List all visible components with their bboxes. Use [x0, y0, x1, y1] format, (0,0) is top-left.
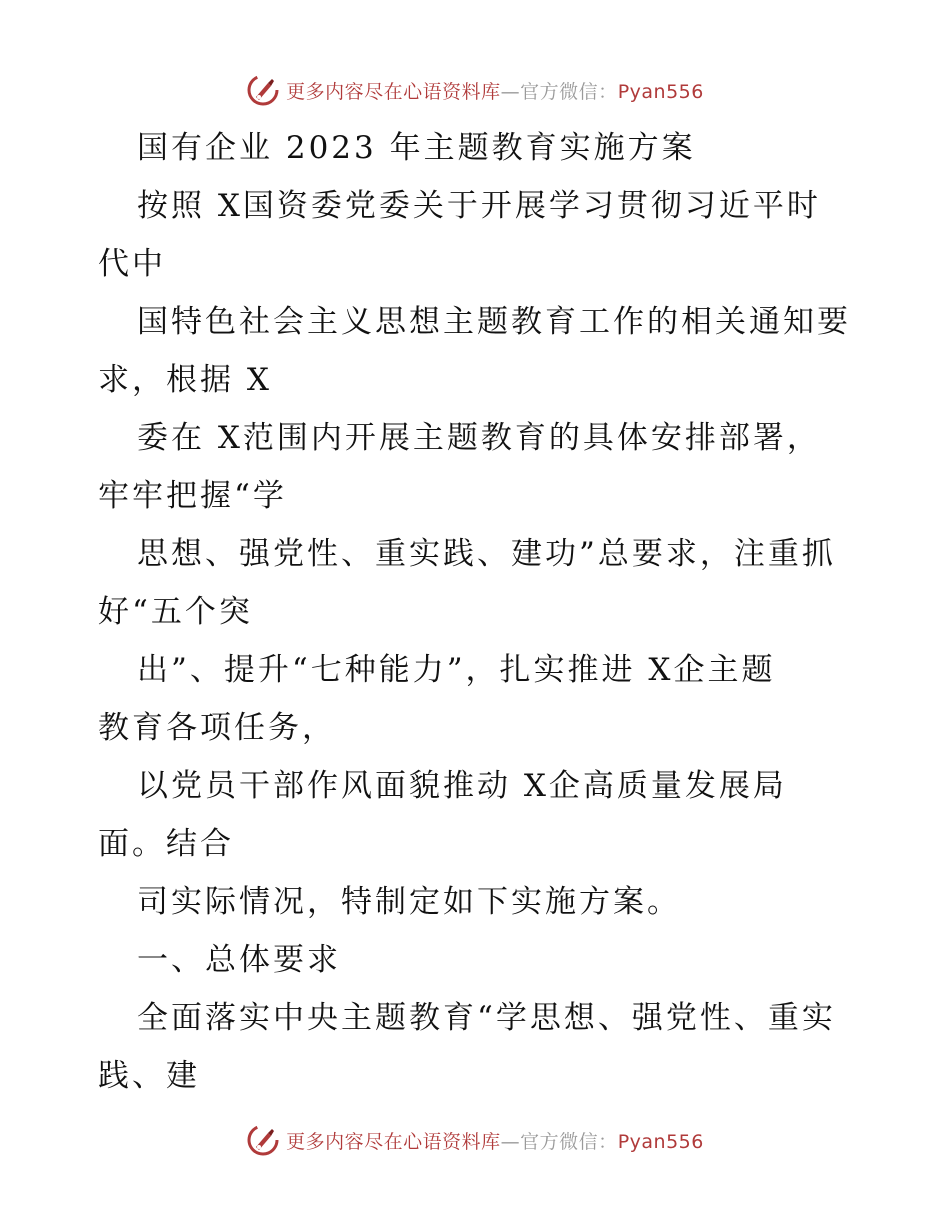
doc-paragraph-line: 代中 — [98, 246, 166, 282]
doc-paragraph-line: 以党员干部作风面貌推动 X企高质量发展局 — [137, 768, 787, 804]
doc-paragraph-line: 践、建 — [98, 1058, 200, 1094]
doc-paragraph-line: 全面落实中央主题教育“学思想、强党性、重实 — [137, 1000, 836, 1036]
doc-paragraph-line: 国特色社会主义思想主题教育工作的相关通知要 — [137, 304, 851, 340]
watermark-text: 更多内容尽在心语资料库—官方微信：Pyan556 — [286, 1130, 704, 1153]
doc-paragraph-line: 好“五个突 — [98, 594, 253, 630]
pen-nib-logo-icon — [246, 1123, 280, 1157]
doc-section-heading: 一、总体要求 — [137, 942, 341, 978]
pen-nib-logo-icon — [246, 73, 280, 107]
doc-title: 国有企业 2023 年主题教育实施方案 — [137, 130, 696, 166]
doc-paragraph-line: 思想、强党性、重实践、建功”总要求，注重抓 — [137, 536, 836, 572]
doc-paragraph-line: 委在 X范围内开展主题教育的具体安排部署， — [137, 420, 821, 456]
watermark-banner-bottom — [0, 1120, 950, 1160]
doc-paragraph-line: 牢牢把握“学 — [98, 478, 287, 514]
doc-paragraph-line: 出”、提升“七种能力”，扎实推进 X企主题 — [137, 652, 776, 688]
doc-paragraph-line: 教育各项任务， — [98, 710, 336, 746]
doc-paragraph-line: 求，根据 X — [98, 362, 272, 398]
watermark-banner-top — [0, 70, 950, 110]
doc-paragraph-line: 面。结合 — [98, 826, 234, 862]
watermark-text: 更多内容尽在心语资料库—官方微信：Pyan556 — [286, 80, 704, 103]
doc-paragraph-line: 司实际情况，特制定如下实施方案。 — [137, 884, 681, 920]
doc-paragraph-line: 按照 X国资委党委关于开展学习贯彻习近平时 — [137, 188, 821, 224]
